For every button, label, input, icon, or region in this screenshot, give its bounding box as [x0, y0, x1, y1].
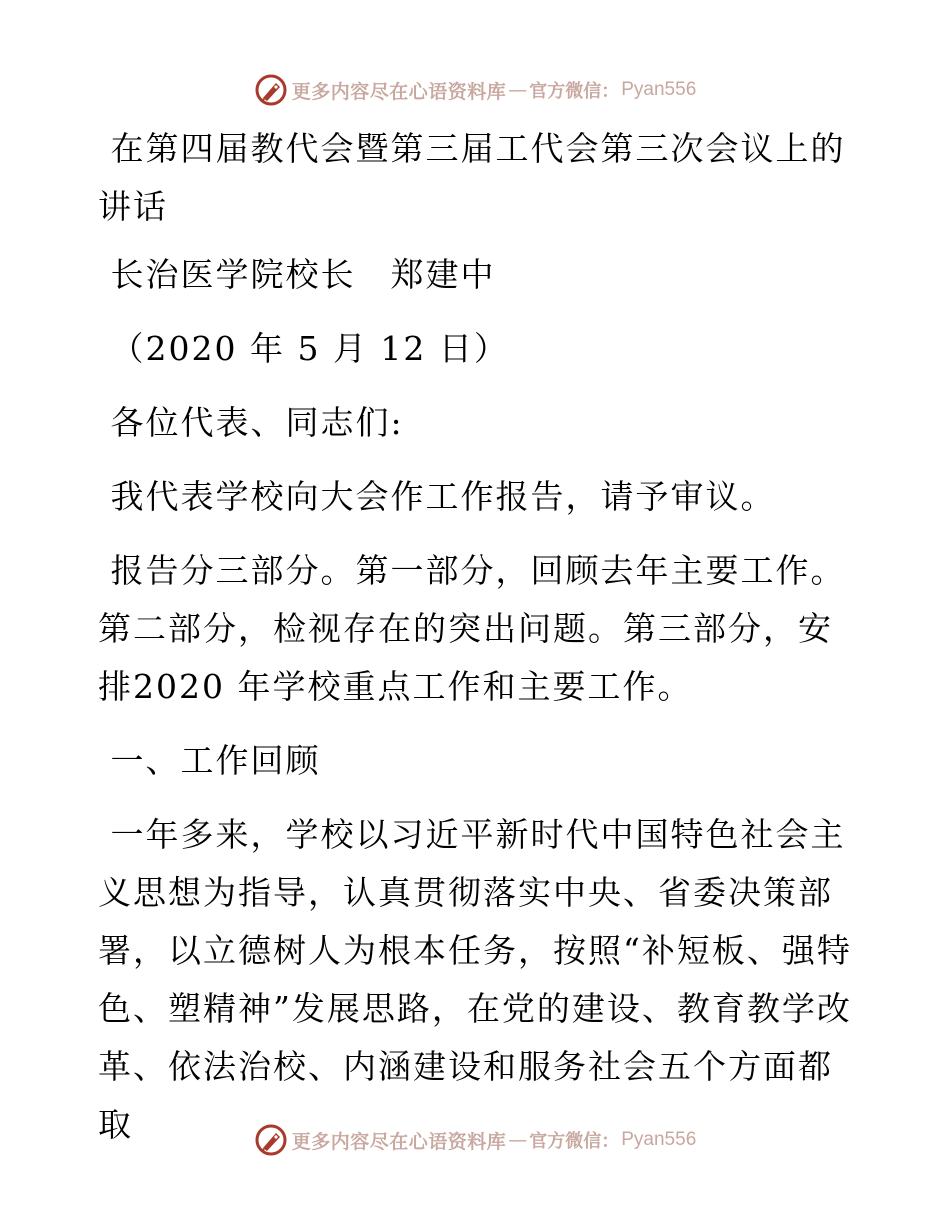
- document-date: （2020 年 5 月 12 日）: [98, 329, 509, 368]
- document-body: [98, 120, 858, 1170]
- watermark-wechat-id: Pyan556: [621, 1129, 697, 1150]
- document-title: 在第四届教代会暨第三届工代会第三次会议上的讲话: [98, 129, 846, 226]
- paragraph: 一年多来，学校以习近平新时代中国特色社会主义思想为指导，认真贯彻落实中央、省委决策部署，以立德树人为根本任务，按照“补短板、强特色、塑精神”发展思路，在党的建设、教育教学改革、依法治校、内涵建设和服务社会五个方面都取: [98, 815, 852, 1144]
- pen-nib-logo-icon: [254, 73, 288, 107]
- document-author: 长治医学院校长 郑建中: [98, 255, 496, 294]
- paragraph: 报告分三部分。第一部分，回顾去年主要工作。第二部分，检视存在的突出问题。第三部分，安排2020 年学校重点工作和主要工作。: [98, 551, 846, 706]
- watermark-slogan: 更多内容尽在心语资料库: [291, 80, 507, 103]
- watermark-dash: —: [508, 79, 528, 101]
- watermark-dash: —: [508, 1129, 528, 1151]
- section-heading: 一、工作回顾: [98, 741, 321, 780]
- watermark-banner-bottom: [0, 1120, 950, 1160]
- watermark-slogan: 更多内容尽在心语资料库: [291, 1130, 507, 1153]
- watermark-wechat-label: 官方微信：: [529, 1131, 620, 1152]
- watermark-wechat-label: 官方微信：: [529, 81, 620, 102]
- document-salutation: 各位代表、同志们:: [98, 403, 404, 442]
- pen-nib-logo-icon: [254, 1123, 288, 1157]
- watermark-wechat-id: Pyan556: [621, 79, 697, 100]
- paragraph: 我代表学校向大会作工作报告，请予审议。: [98, 477, 776, 516]
- watermark-banner-top: [0, 70, 950, 110]
